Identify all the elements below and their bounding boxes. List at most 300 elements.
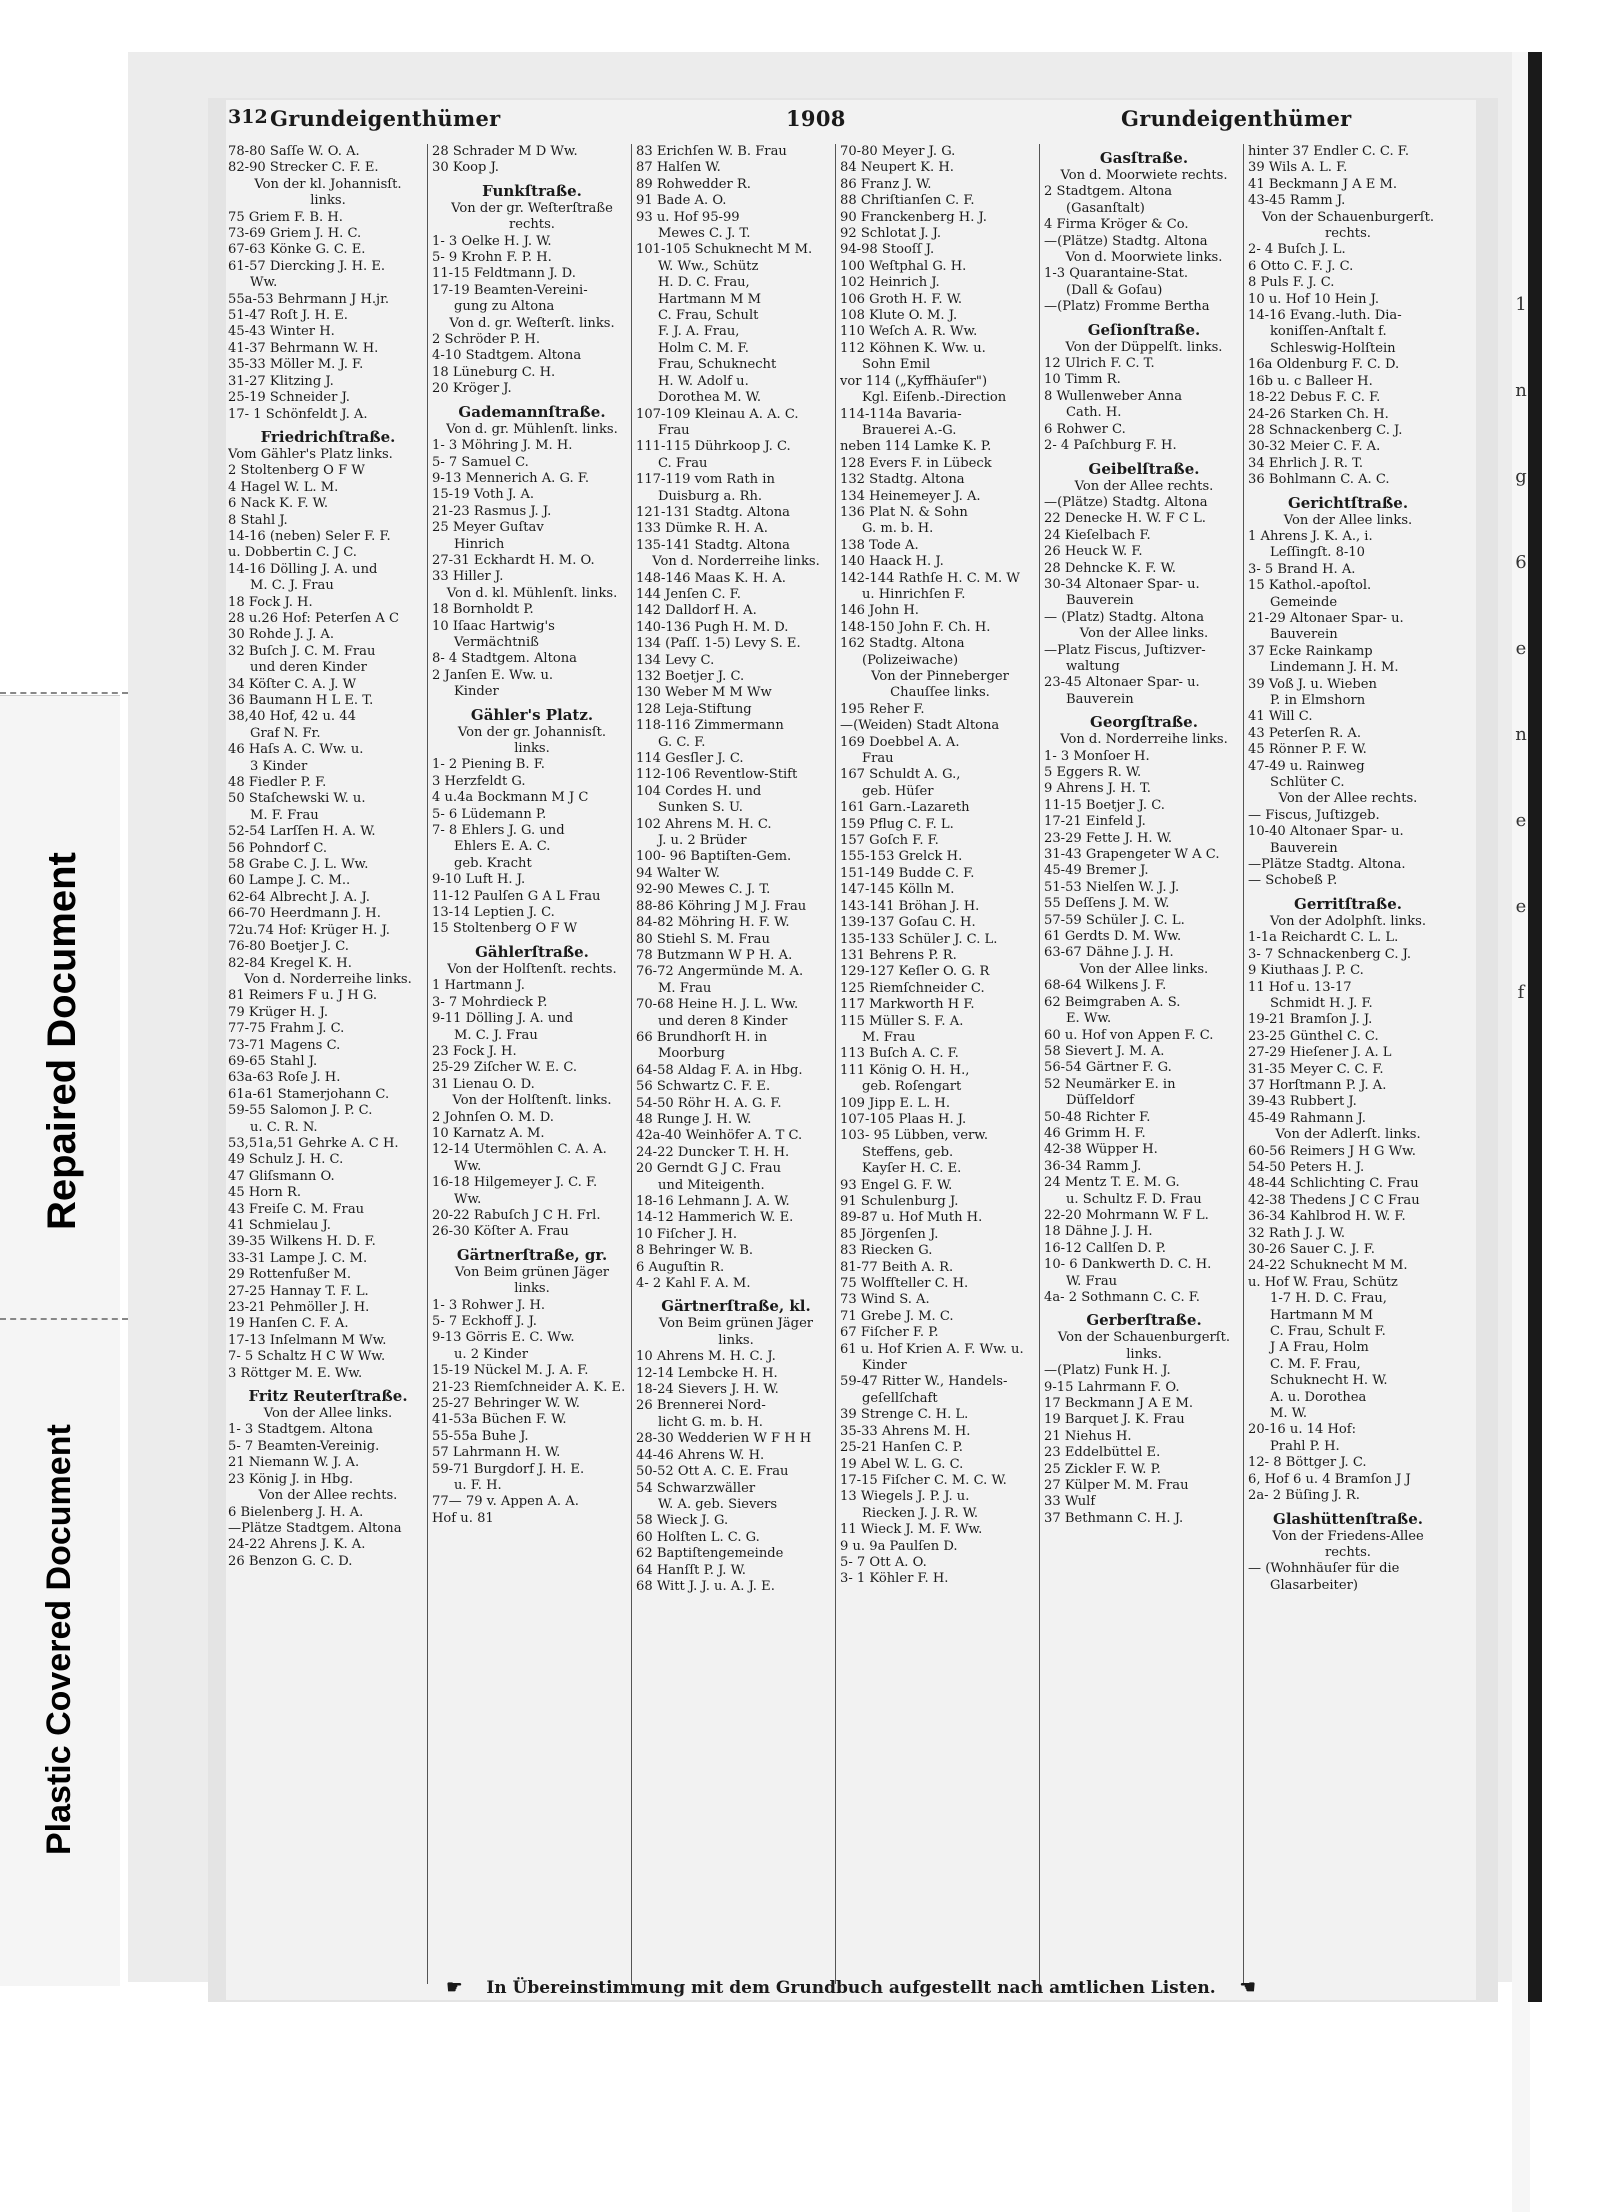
- owner-entry: 151-149 Budde C. F.: [840, 865, 975, 881]
- owner-entry: 100 Weſtphal G. H.: [840, 258, 967, 274]
- owner-entry: 1-3 Quarantaine-Stat.: [1044, 266, 1189, 282]
- section-subheading: Von der Allee rechts.: [1278, 791, 1418, 807]
- owner-entry: 88 Chriſtianſen C. F.: [840, 193, 975, 209]
- owner-entry: 167 Schuldt A. G.,: [840, 767, 961, 783]
- owner-entry: G. C. F.: [658, 734, 706, 750]
- owner-entry: 52 Neumärker E. in: [1044, 1076, 1176, 1092]
- owner-entry: waltung: [1066, 658, 1120, 674]
- owner-entry: 6 Nack K. F. W.: [228, 496, 328, 512]
- owner-entry: P. in Elmshorn: [1270, 693, 1366, 708]
- owner-entry: 76-72 Angermünde M. A.: [636, 964, 804, 980]
- owner-entry: 144 Jenſen C. F.: [636, 586, 741, 602]
- owner-entry: 2- 4 Buſch J. L.: [1248, 242, 1346, 258]
- section-subheading: links.: [514, 741, 550, 756]
- owner-entry: 1 Hartmann J.: [432, 978, 525, 994]
- owner-entry: und deren Kinder: [250, 660, 367, 676]
- owner-entry: 58 Wieck J. G.: [636, 1513, 729, 1529]
- owner-entry: Duisburg a. Rh.: [658, 488, 763, 504]
- owner-entry: 112-106 Reventlow-Stift: [636, 767, 798, 783]
- owner-entry: 87 Halſen W.: [636, 160, 721, 176]
- street-heading: Gerritſtraße.: [1294, 894, 1402, 913]
- owner-entry: Moorburg: [658, 1046, 725, 1062]
- owner-entry: 89-87 u. Hof Muth H.: [840, 1210, 983, 1226]
- divider-bottom: [0, 1318, 128, 1320]
- owner-entry: 162 Stadtg. Altona: [840, 636, 965, 652]
- owner-entry: 18-22 Debus F. C. F.: [1248, 390, 1381, 406]
- owner-entry: 9 Kiuthaas J. P. C.: [1248, 963, 1364, 979]
- street-heading: Gärtnerſtraße, gr.: [456, 1245, 608, 1264]
- owner-entry: 24-22 Schuknecht M M.: [1248, 1258, 1408, 1274]
- owner-entry: 62-64 Albrecht J. A. J.: [228, 889, 370, 905]
- owner-entry: Sohn Emil: [862, 357, 931, 373]
- owner-entry: 128 Evers F. in Lübeck: [840, 455, 992, 471]
- owner-entry: 18 Fock J. H.: [228, 594, 313, 610]
- scan-right-border: [1528, 52, 1542, 2002]
- owner-entry: 61-57 Diercking J. H. E.: [228, 258, 386, 274]
- section-subheading: Von der Allee links.: [263, 1406, 393, 1422]
- section-subheading: rechts.: [1325, 226, 1371, 242]
- owner-entry: 28 u.26 Hof: Peterſen A C: [228, 610, 400, 626]
- owner-entry: 17-15 Fiſcher C. M. C. W.: [840, 1472, 1007, 1488]
- owner-entry: 78-80 Saſſe W. O. A.: [228, 144, 360, 159]
- owner-entry: 23 Fock J. H.: [432, 1043, 517, 1059]
- owner-entry: 134 (Paſſ. 1-5) Levy S. E.: [636, 636, 801, 652]
- owner-entry: 17-13 Inſelmann M Ww.: [228, 1332, 387, 1348]
- owner-entry: 4 Firma Kröger & Co.: [1044, 217, 1189, 233]
- owner-entry: M. Frau: [862, 1029, 916, 1045]
- owner-entry: 41 Schmielau J.: [228, 1218, 331, 1233]
- edge-mark: e: [1515, 896, 1527, 917]
- owner-entry: 45-49 Rahmann J.: [1248, 1110, 1366, 1126]
- owner-entry: 26 Heuck W. F.: [1044, 544, 1143, 560]
- owner-entry: 15-19 Nückel M. J. A. F.: [432, 1363, 589, 1379]
- owner-entry: Schlüter C.: [1270, 775, 1345, 791]
- edge-mark: n: [1515, 380, 1527, 401]
- section-subheading: Von Beim grünen Jäger: [658, 1316, 814, 1332]
- owner-entry: 147-145 Kölln M.: [840, 882, 955, 898]
- owner-entry: 90 Franckenberg H. J.: [840, 209, 987, 225]
- street-heading: Gasſtraße.: [1099, 149, 1189, 167]
- owner-entry: 11 Wieck J. M. F. Ww.: [840, 1522, 983, 1538]
- owner-entry: 10 Karnatz A. M.: [432, 1125, 545, 1141]
- owner-entry: 59-47 Ritter W., Handels-: [840, 1374, 1008, 1390]
- owner-entry: 50-52 Ott A. C. E. Frau: [636, 1464, 789, 1480]
- owner-entry: —(Plätze) Stadtg. Altona: [1044, 233, 1208, 249]
- owner-entry: 107-109 Kleinau A. A. C.: [636, 406, 799, 422]
- owner-entry: 133 Dümke R. H. A.: [636, 521, 768, 537]
- owner-entry: 5- 6 Lüdemann P.: [432, 806, 547, 822]
- owner-entry: 88-86 Köhring J M J. Frau: [636, 898, 807, 914]
- owner-entry: 91 Bade A. O.: [636, 193, 727, 209]
- owner-entry: 19 Abel W. L. G. C.: [840, 1456, 964, 1472]
- column-6: [1248, 144, 1448, 1594]
- owner-entry: 79 Krüger H. J.: [228, 1004, 328, 1020]
- owner-entry: 37 Bethmann C. H. J.: [1044, 1510, 1184, 1526]
- owner-entry: 138 Tode A.: [840, 537, 919, 553]
- plastic-covered-document-label: Plastic Covered Document: [40, 1424, 78, 1855]
- owner-entry: 48 Fiedler P. F.: [228, 775, 327, 791]
- owner-entry: 77— 79 v. Appen A. A.: [432, 1494, 579, 1510]
- owner-entry: 27-25 Hannay T. F. L.: [228, 1283, 369, 1299]
- owner-entry: 3 Röttger M. E. Ww.: [228, 1365, 363, 1381]
- section-subheading: Von d. gr. Weſterſt. links.: [449, 315, 615, 331]
- owner-entry: —Platz Fiscus, Juſtizver-: [1044, 642, 1206, 658]
- owner-entry: 41 Beckmann J A E M.: [1248, 176, 1398, 192]
- column-rule: [835, 144, 836, 1984]
- owner-entry: 118-116 Zimmermann: [636, 718, 784, 734]
- owner-entry: 85 Jörgenſen J.: [840, 1226, 939, 1242]
- owner-entry: u. Hof W. Frau, Schütz: [1248, 1274, 1398, 1290]
- owner-entry: 15-19 Voth J. A.: [432, 487, 535, 503]
- owner-entry: 169 Doebbel A. A.: [840, 734, 960, 750]
- owner-entry: 45 Horn R.: [228, 1185, 302, 1201]
- owner-entry: Riecken J. J. R. W.: [862, 1505, 979, 1521]
- page-number: 312: [228, 106, 268, 128]
- owner-entry: 30 Rohde J. J. A.: [228, 627, 335, 643]
- owner-entry: 157 Goſch F. F.: [840, 833, 939, 849]
- owner-entry: 93 u. Hof 95-99: [636, 209, 740, 225]
- owner-entry: Gemeinde: [1270, 594, 1338, 610]
- edge-mark: e: [1515, 810, 1527, 831]
- owner-entry: 82-90 Strecker C. F. E.: [228, 160, 379, 176]
- owner-entry: 9-15 Lahrmann F. O.: [1044, 1379, 1180, 1395]
- owner-entry: 57-59 Schüler J. C. L.: [1044, 912, 1185, 928]
- owner-entry: 195 Reher F.: [840, 701, 925, 717]
- owner-entry: 70-80 Meyer J. G.: [840, 144, 956, 159]
- owner-entry: 12-14 Utermöhlen C. A. A.: [432, 1142, 607, 1158]
- owner-entry: 76-80 Boetjer J. C.: [228, 939, 349, 955]
- owner-entry: 20 Gerndt G J C. Frau: [636, 1161, 782, 1177]
- page-footer: [226, 1977, 1476, 1998]
- owner-entry: 46 Grimm H. F.: [1044, 1125, 1146, 1141]
- owner-entry: 94 Walter W.: [636, 865, 720, 881]
- owner-entry: Ehlers E. A. C.: [454, 839, 551, 855]
- owner-entry: 12- 8 Böttger J. C.: [1248, 1455, 1367, 1471]
- owner-entry: 102 Ahrens M. H. C.: [636, 816, 772, 832]
- owner-entry: 8 Puls F. J. C.: [1248, 275, 1335, 291]
- owner-entry: 26-30 Köſter A. Frau: [432, 1224, 569, 1240]
- owner-entry: 25-29 Ziſcher W. E. C.: [432, 1060, 578, 1076]
- column-rule: [1243, 144, 1244, 1984]
- owner-entry: 12-14 Lembcke H. H.: [636, 1365, 778, 1381]
- street-heading: Gähler's Platz.: [470, 705, 594, 724]
- owner-entry: Hof u. 81: [432, 1510, 494, 1526]
- owner-entry: 142 Dalldorf H. A.: [636, 603, 757, 619]
- owner-entry: Dorothea M. W.: [658, 390, 761, 406]
- owner-entry: 73-69 Griem J. H. C.: [228, 226, 362, 242]
- owner-entry: 17-21 Einfeld J.: [1044, 814, 1146, 830]
- column-1: [228, 144, 428, 1570]
- section-subheading: rechts.: [1325, 1544, 1371, 1560]
- owner-entry: — (Wohnhäuſer für die: [1248, 1561, 1400, 1577]
- owner-entry: 115 Müller S. F. A.: [840, 1013, 964, 1029]
- owner-entry: 27-29 Hieſener J. A. L: [1248, 1045, 1392, 1061]
- owner-entry: 47 Gliſsmann O.: [228, 1168, 335, 1184]
- owner-entry: 3- 7 Mohrdieck P.: [432, 994, 548, 1010]
- street-heading: Geibelſtraße.: [1088, 459, 1200, 478]
- owner-entry: 22 Denecke H. W. F C L.: [1044, 511, 1206, 527]
- owner-entry: 33 Wulf: [1044, 1494, 1096, 1510]
- owner-entry: 140-136 Pugh H. M. D.: [636, 619, 789, 635]
- owner-entry: 64-58 Aldag F. A. in Hbg.: [636, 1062, 803, 1078]
- section-subheading: Von der Pinneberger: [871, 669, 1009, 684]
- owner-entry: Kinder: [454, 684, 499, 700]
- owner-entry: 11 Hof u. 13-17: [1248, 979, 1352, 995]
- owner-entry: G. m. b. H.: [862, 521, 934, 537]
- owner-entry: 109 Jipp E. L. H.: [840, 1095, 950, 1111]
- section-subheading: Von der Allee rechts.: [258, 1488, 398, 1504]
- owner-entry: vor 114 („Kyffhäuſer"): [840, 373, 988, 389]
- owner-entry: 15 Stoltenberg O F W: [432, 921, 578, 937]
- owner-entry: u. C. R. N.: [250, 1119, 318, 1135]
- owner-entry: 129-127 Keſler O. G. R: [840, 964, 990, 980]
- owner-entry: 103- 95 Lübben, verw.: [840, 1128, 989, 1144]
- owner-entry: M. F. Frau: [250, 807, 319, 823]
- owner-entry: 14-12 Hammerich W. E.: [636, 1210, 794, 1226]
- owner-entry: 8 Wullenweber Anna: [1044, 388, 1183, 404]
- owner-entry: licht G. m. b. H.: [658, 1414, 763, 1430]
- owner-entry: 8 Stahl J.: [228, 512, 288, 528]
- section-subheading: links.: [514, 1281, 550, 1297]
- owner-entry: Hartmann M M: [1270, 1307, 1373, 1323]
- street-heading: Gärtnerſtraße, kl.: [661, 1297, 811, 1316]
- owner-entry: 134 Heinemeyer J. A.: [840, 488, 981, 504]
- owner-entry: 31 Lienau O. D.: [432, 1076, 535, 1092]
- owner-entry: 111 König O. H. H.,: [840, 1062, 970, 1078]
- owner-entry: 23-45 Altonaer Spar- u.: [1044, 675, 1200, 691]
- owner-entry: 114-114a Bavaria-: [840, 406, 962, 422]
- street-heading: Gählerſtraße.: [475, 942, 589, 961]
- section-subheading: Von d. Norderreihe links.: [1060, 732, 1228, 748]
- owner-entry: 56-54 Gärtner F. G.: [1044, 1060, 1172, 1076]
- owner-entry: 17 Beckmann J A E M.: [1044, 1396, 1194, 1412]
- owner-entry: 14-16 Evang.-luth. Dia-: [1248, 308, 1402, 324]
- owner-entry: 36 Baumann H L E. T.: [228, 693, 374, 708]
- owner-entry: 94-98 Stooſſ J.: [840, 242, 935, 258]
- owner-entry: 28 Schrader M D Ww.: [432, 144, 578, 159]
- owner-entry: 24-26 Starken Ch. H.: [1248, 406, 1389, 422]
- owner-entry: 25-19 Schneider J.: [228, 390, 350, 406]
- owner-entry: 17- 1 Schönfeldt J. A.: [228, 406, 368, 422]
- owner-entry: 67 Fiſcher F. P.: [840, 1325, 939, 1341]
- owner-entry: 10 Fiſcher J. H.: [636, 1226, 738, 1242]
- owner-entry: Steffens, geb.: [862, 1144, 954, 1160]
- owner-entry: 18-24 Sievers J. H. W.: [636, 1382, 779, 1398]
- owner-entry: 3 Herzfeldt G.: [432, 773, 526, 789]
- owner-entry: 106 Groth H. F. W.: [840, 291, 963, 307]
- owner-entry: 41 Will C.: [1248, 709, 1313, 725]
- edge-mark: e: [1515, 638, 1527, 659]
- owner-entry: 30-34 Altonaer Spar- u.: [1044, 576, 1200, 592]
- owner-entry: C. M. F. Frau,: [1270, 1356, 1361, 1372]
- owner-entry: Cath. H.: [1066, 405, 1122, 421]
- owner-entry: 71 Grebe J. M. C.: [840, 1308, 954, 1324]
- owner-entry: geb. Roſengart: [862, 1079, 962, 1095]
- owner-entry: Schuknecht H. W.: [1270, 1373, 1388, 1389]
- owner-entry: 84-82 Möhring H. F. W.: [636, 915, 790, 931]
- owner-entry: 125 Riemſchneider C.: [840, 980, 985, 996]
- owner-entry: 16-18 Hilgemeyer J. C. F.: [432, 1175, 598, 1191]
- owner-entry: 68-64 Wilkens J. F.: [1044, 978, 1167, 994]
- owner-entry: C. Frau: [658, 455, 708, 471]
- owner-entry: — (Platz) Stadtg. Altona: [1044, 609, 1205, 625]
- owner-entry: 140 Haack H. J.: [840, 554, 944, 570]
- owner-entry: 132 Boetjer J. C.: [636, 669, 745, 684]
- owner-entry: Prahl P. H.: [1270, 1438, 1340, 1454]
- owner-entry: Frau, Schuknecht: [658, 357, 777, 373]
- owner-entry: 1-1a Reichardt C. L. L.: [1248, 930, 1399, 946]
- owner-entry: 6 Bielenberg J. H. A.: [228, 1504, 364, 1520]
- owner-entry: 42-38 Wüpper H.: [1044, 1142, 1158, 1158]
- owner-entry: 101-105 Schuknecht M M.: [636, 242, 813, 258]
- owner-entry: 83 Erichſen W. B. Frau: [636, 144, 787, 159]
- owner-entry: 9 Ahrens J. H. T.: [1044, 781, 1151, 797]
- owner-entry: 39-43 Rubbert J.: [1248, 1094, 1357, 1110]
- owner-entry: 5- 7 Beamten-Vereinig.: [228, 1438, 380, 1454]
- owner-entry: 135-133 Schüler J. C. L.: [840, 931, 998, 947]
- owner-entry: 82-84 Kregel K. H.: [228, 955, 352, 971]
- owner-entry: 14-16 (neben) Seler F. F.: [228, 528, 391, 544]
- owner-entry: 1- 3 Monſoer H.: [1044, 748, 1150, 764]
- edge-mark: 6: [1515, 552, 1527, 573]
- section-subheading: Von der Holſtenſt. links.: [452, 1093, 612, 1109]
- owner-entry: Frau: [658, 422, 690, 438]
- owner-entry: M. Frau: [658, 980, 712, 996]
- owner-entry: 1- 2 Piening B. F.: [432, 757, 545, 773]
- owner-entry: 159 Pflug C. F. L.: [840, 816, 954, 832]
- owner-entry: 45-43 Winter H.: [228, 324, 335, 340]
- owner-entry: 20-22 Rabuſch J C H. Frl.: [432, 1207, 601, 1223]
- section-subheading: Von der Allee rechts.: [1074, 478, 1214, 494]
- owner-entry: —(Weiden) Stadt Altona: [840, 718, 1000, 734]
- column-2: [432, 144, 632, 1527]
- owner-entry: 6 Rohwer C.: [1044, 421, 1126, 437]
- owner-entry: 24-22 Duncker T. H. H.: [636, 1144, 790, 1160]
- owner-entry: geb. Kracht: [454, 855, 532, 871]
- owner-entry: 77-75 Frahm J. C.: [228, 1021, 345, 1037]
- owner-entry: 44-46 Ahrens W. H.: [636, 1447, 765, 1463]
- owner-entry: (Gasanſtalt): [1066, 200, 1145, 216]
- owner-entry: 14-16 Dölling J. A. und: [228, 561, 378, 577]
- section-subheading: Von der Schauenburgerſt.: [1261, 209, 1435, 225]
- section-subheading: Von der Friedens-Allee: [1272, 1528, 1424, 1544]
- street-heading: Friedrichſtraße.: [260, 427, 396, 446]
- owner-entry: u. Hinrichſen F.: [862, 586, 966, 602]
- owner-entry: Ww.: [454, 1191, 482, 1207]
- owner-entry: 100- 96 Baptiſten-Gem.: [636, 849, 792, 865]
- owner-entry: 18 Bornholdt P.: [432, 602, 534, 618]
- repaired-document-label: Repaired Document: [40, 852, 84, 1230]
- section-subheading: Von der Adolphſt. links.: [1269, 913, 1427, 929]
- owner-entry: 41-53a Büchen F. W.: [432, 1412, 567, 1428]
- owner-entry: 34 Ehrlich J. R. T.: [1248, 455, 1364, 471]
- owner-entry: 83 Riecken G.: [840, 1243, 933, 1259]
- owner-entry: 21 Niemann W. J. A.: [228, 1455, 360, 1471]
- column-4: [840, 144, 1040, 1588]
- owner-entry: 2- 4 Paſchburg F. H.: [1044, 438, 1177, 454]
- owner-entry: 11-15 Boetjer J. C.: [1044, 797, 1165, 813]
- owner-entry: 23-25 Günthel C. C.: [1248, 1028, 1379, 1044]
- owner-entry: 61 u. Hof Krien A. F. Ww. u.: [840, 1341, 1024, 1357]
- owner-entry: 18 Lüneburg C. H.: [432, 364, 556, 380]
- owner-entry: 63a-63 Roſe J. H.: [228, 1070, 341, 1086]
- owner-entry: 25-27 Behringer W. W.: [432, 1396, 580, 1412]
- owner-entry: 61a-61 Stamerjohann C.: [228, 1086, 390, 1102]
- owner-entry: Kgl. Eiſenb.-Direction: [862, 390, 1007, 406]
- owner-entry: geb. Hüſer: [862, 783, 934, 799]
- owner-entry: 27 Külper M. M. Frau: [1044, 1478, 1189, 1494]
- owner-entry: 36 Bohlmann C. A. C.: [1248, 472, 1390, 488]
- owner-entry: 23 König J. in Hbg.: [228, 1471, 353, 1487]
- owner-entry: 112 Köhnen K. Ww. u.: [840, 340, 986, 356]
- owner-entry: 47-49 u. Rainweg: [1248, 758, 1365, 774]
- owner-entry: C. Frau, Schult: [658, 308, 759, 324]
- owner-entry: 6 Auguſtin R.: [636, 1259, 725, 1275]
- owner-entry: und deren 8 Kinder: [658, 1013, 788, 1029]
- owner-entry: 4a- 2 Sothmann C. C. F.: [1044, 1290, 1200, 1305]
- owner-entry: 92-90 Mewes C. J. T.: [636, 882, 771, 898]
- owner-entry: 37 Horſtmann P. J. A.: [1248, 1077, 1387, 1093]
- column-5: [1044, 144, 1244, 1527]
- owner-entry: —(Platz) Fromme Bertha: [1044, 299, 1210, 315]
- owner-entry: 113 Buſch A. C. F.: [840, 1046, 959, 1062]
- owner-entry: 148-150 John F. Ch. H.: [840, 619, 991, 635]
- owner-entry: 75 Wolfſteller C. H.: [840, 1276, 969, 1292]
- owner-entry: 50-48 Richter F.: [1044, 1109, 1151, 1125]
- owner-entry: 10 Ahrens M. H. C. J.: [636, 1349, 776, 1365]
- owner-entry: 38,40 Hof, 42 u. 44: [228, 709, 356, 725]
- owner-entry: 43 Peterſen R. A.: [1248, 725, 1362, 741]
- section-subheading: Von d. Moorwiete rechts.: [1060, 168, 1228, 183]
- owner-entry: 42a-40 Weinhöfer A. T C.: [636, 1128, 803, 1144]
- owner-entry: 60-56 Reimers J H G Ww.: [1248, 1143, 1416, 1159]
- owner-entry: 3- 5 Brand H. A.: [1248, 561, 1356, 577]
- owner-entry: 62 Baptiſtengemeinde: [636, 1546, 784, 1562]
- page-header: [226, 106, 1476, 136]
- owner-entry: 21-23 Riemſchneider A. K. E.: [432, 1379, 626, 1395]
- owner-entry: — Fiscus, Juſtizgeb.: [1248, 807, 1380, 823]
- owner-entry: 33-31 Lampe J. C. M.: [228, 1250, 368, 1266]
- owner-entry: 4-10 Stadtgem. Altona: [432, 348, 582, 364]
- owner-entry: Schmidt H. J. F.: [1270, 995, 1373, 1011]
- owner-entry: — Schobeß P.: [1248, 873, 1338, 889]
- owner-entry: J A Frau, Holm: [1270, 1340, 1369, 1356]
- owner-entry: 2 Johnſen O. M. D.: [432, 1109, 554, 1125]
- section-subheading: Von der Allee links.: [1283, 512, 1413, 528]
- owner-entry: 63-67 Dähne J. J. H.: [1044, 945, 1174, 961]
- owner-entry: 50 Staſchewski W. u.: [228, 791, 366, 807]
- owner-entry: geſellſchaft: [862, 1390, 938, 1406]
- owner-entry: 108 Klute O. M. J.: [840, 308, 958, 324]
- owner-entry: 43 Freiſe C. M. Frau: [228, 1201, 365, 1217]
- street-heading: Gerberſtraße.: [1086, 1311, 1202, 1330]
- section-subheading: Von der Holſtenſt. rechts.: [447, 961, 617, 977]
- owner-entry: 28 Schnackenberg C. J.: [1248, 422, 1403, 438]
- section-subheading: links.: [1126, 1346, 1162, 1362]
- owner-entry: 49 Schulz J. H. C.: [228, 1152, 344, 1168]
- owner-entry: W. A. geb. Sievers: [658, 1496, 778, 1512]
- owner-entry: 13 Wiegels J. P. J. u.: [840, 1489, 970, 1505]
- owner-entry: 11-12 Paulſen G A L Frau: [432, 888, 601, 904]
- owner-entry: 7- 5 Schaltz H C W Ww.: [228, 1349, 386, 1365]
- section-subheading: Von d. Norderreihe links.: [652, 554, 820, 570]
- owner-entry: —Plätze Stadtg. Altona.: [1248, 857, 1406, 873]
- owner-entry: u. 2 Kinder: [454, 1346, 529, 1362]
- owner-entry: und Miteigenth.: [658, 1177, 765, 1193]
- owner-entry: 27-31 Eckhardt H. M. O.: [432, 552, 595, 568]
- directory-page: [226, 100, 1476, 2000]
- owner-entry: E. Ww.: [1066, 1011, 1112, 1027]
